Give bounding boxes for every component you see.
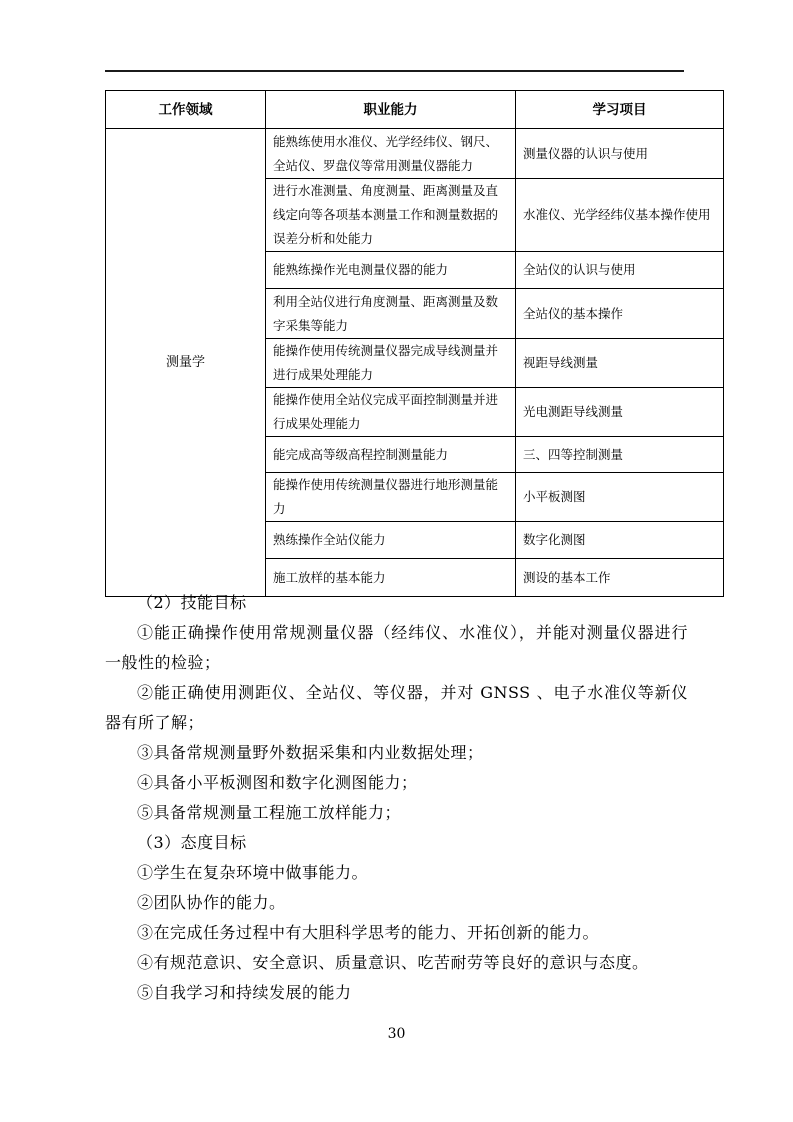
project-cell: 视距导线测量 — [516, 339, 724, 388]
work-domain-cell: 测量学 — [106, 129, 266, 597]
para-skill-goal-5: ⑤具备常规测量工程施工放样能力； — [137, 803, 402, 822]
page-number: 30 — [387, 1026, 406, 1042]
ability-cell: 能操作使用传统测量仪器进行地形测量能力 — [266, 473, 516, 522]
table-header-row — [106, 91, 724, 129]
para-attitude-goal-4: ④有规范意识、安全意识、质量意识、吃苦耐劳等良好的意识与态度。 — [137, 953, 649, 972]
header-work-domain: 工作领域 — [106, 91, 266, 129]
project-cell: 光电测距导线测量 — [516, 388, 724, 437]
project-cell: 小平板测图 — [516, 473, 724, 522]
project-cell: 数字化测图 — [516, 522, 724, 559]
ability-cell: 能完成高等级高程控制测量能力 — [266, 437, 516, 473]
para-attitude-goal-2: ②团队协作的能力。 — [137, 893, 286, 912]
para-skill-goal-1: ①能正确操作使用常规测量仪器（经纬仪、水准仪），并能对测量仪器进行一般性的检验； — [105, 623, 688, 672]
header-ability: 职业能力 — [266, 91, 516, 129]
para-attitude-goal-1: ①学生在复杂环境中做事能力。 — [137, 863, 369, 882]
para-attitude-goal-3: ③在完成任务过程中有大胆科学思考的能力、开拓创新的能力。 — [137, 923, 600, 942]
ability-cell: 熟练操作全站仪能力 — [266, 522, 516, 559]
project-cell: 三、四等控制测量 — [516, 437, 724, 473]
ability-cell: 施工放样的基本能力 — [266, 559, 516, 597]
ability-cell: 进行水准测量、角度测量、距离测量及直线定向等各项基本测量工作和测量数据的误差分析和处能力 — [266, 179, 516, 252]
curriculum-table — [105, 90, 724, 597]
body-text — [105, 588, 688, 1008]
project-cell: 水准仪、光学经纬仪基本操作使用 — [516, 179, 724, 252]
para-skill-goal-3: ③具备常规测量野外数据采集和内业数据处理； — [137, 743, 484, 762]
para-skill-goals-title: （2）技能目标 — [137, 593, 247, 612]
table-row — [106, 129, 724, 179]
ability-cell: 能熟练使用水准仪、光学经纬仪、钢尺、全站仪、罗盘仪等常用测量仪器能力 — [266, 129, 516, 179]
project-cell: 全站仪的基本操作 — [516, 289, 724, 339]
ability-cell: 能熟练操作光电测量仪器的能力 — [266, 252, 516, 289]
para-skill-goal-4: ④具备小平板测图和数字化测图能力； — [137, 773, 418, 792]
para-skill-goal-2: ②能正确使用测距仪、全站仪、等仪器，并对 GNSS 、电子水准仪等新仪器有所了解； — [105, 683, 688, 732]
page-header-rule — [105, 70, 684, 72]
para-attitude-goals-title: （3）态度目标 — [137, 833, 247, 852]
project-cell: 全站仪的认识与使用 — [516, 252, 724, 289]
project-cell: 测量仪器的认识与使用 — [516, 129, 724, 179]
ability-cell: 利用全站仪进行角度测量、距离测量及数字采集等能力 — [266, 289, 516, 339]
para-attitude-goal-5: ⑤自我学习和持续发展的能力 — [137, 983, 352, 1002]
header-project: 学习项目 — [516, 91, 724, 129]
project-cell: 测设的基本工作 — [516, 559, 724, 597]
ability-cell: 能操作使用全站仪完成平面控制测量并进行成果处理能力 — [266, 388, 516, 437]
ability-cell: 能操作使用传统测量仪器完成导线测量并进行成果处理能力 — [266, 339, 516, 388]
